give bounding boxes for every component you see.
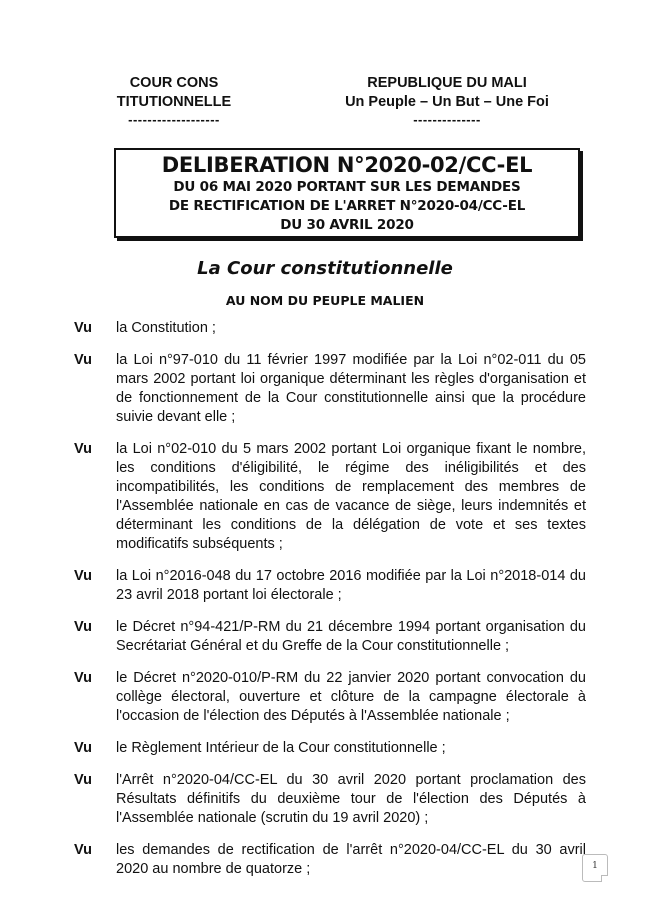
republic-motto: Un Peuple – Un But – Une Foi — [345, 94, 549, 110]
deliberation-title-box — [114, 148, 580, 238]
visa-label: Vu — [74, 740, 92, 756]
court-header-title: COUR CONS TITUTIONNELLE — [116, 75, 232, 110]
visa-label: Vu — [74, 352, 92, 368]
deliberation-subtitle-line-3: DU 30 AVRIL 2020 — [280, 217, 414, 233]
visa-item — [74, 771, 586, 828]
court-name: La Cour constitutionnelle — [197, 258, 453, 279]
visa-label: Vu — [74, 320, 92, 336]
visa-text: l'Arrêt n°2020-04/CC-EL du 30 avril 2020 portant proclamation des Résultats définitifs du deuxième tour de l'élection des Députés à l'Assemblée nationale (scrutin du 19 avril 2020) ; — [116, 772, 586, 826]
visa-label: Vu — [74, 619, 92, 635]
visa-label: Vu — [74, 842, 92, 858]
visa-text: la Constitution ; — [116, 320, 216, 336]
deliberation-number: DELIBERATION N°2020-02/CC-EL — [161, 153, 533, 177]
deliberation-subtitle-line-2: DE RECTIFICATION DE L'ARRET N°2020-04/CC-EL — [168, 198, 526, 214]
page-number: 1 — [582, 854, 608, 882]
visa-text: la Loi n°2016-048 du 17 octobre 2016 modifiée par la Loi n°2018-014 du 23 avril 2018 portant loi électorale ; — [116, 568, 586, 603]
visa-list — [74, 319, 586, 892]
visa-text: le Décret n°2020-010/P-RM du 22 janvier 2020 portant convocation du collège électoral, ouverture et clôture de la campagne électorale à l'occasion de l'élection des Députés à l'Assemblée nationale ; — [116, 670, 586, 724]
visa-text: la Loi n°97-010 du 11 février 1997 modifiée par la Loi n°02-011 du 05 mars 2002 portant loi organique déterminant les règles d'organisation et de fonctionnement de la Cour constitutionnelle ainsi que la procédure suivie devant elle ; — [116, 352, 586, 425]
visa-item — [74, 567, 586, 605]
deliberation-subtitle-line-1: DU 06 MAI 2020 PORTANT SUR LES DEMANDES — [173, 179, 521, 195]
visa-label: Vu — [74, 772, 92, 788]
visa-item — [74, 841, 586, 879]
visa-text: le Règlement Intérieur de la Cour constitutionnelle ; — [116, 740, 446, 756]
visa-item — [74, 319, 586, 338]
visa-label: Vu — [74, 670, 92, 686]
republic-rule: -------------- — [413, 112, 481, 127]
visa-item — [74, 440, 586, 554]
visa-label: Vu — [74, 441, 92, 457]
visa-item — [74, 351, 586, 427]
court-header — [74, 74, 274, 128]
visa-label: Vu — [74, 568, 92, 584]
visa-item — [74, 739, 586, 758]
visa-item — [74, 618, 586, 656]
court-header-rule: ------------------- — [128, 112, 220, 127]
people-line: AU NOM DU PEUPLE MALIEN — [225, 293, 425, 308]
republic-title: REPUBLIQUE DU MALI — [367, 75, 527, 91]
visa-text: la Loi n°02-010 du 5 mars 2002 portant Loi organique fixant le nombre, les conditions d'éligibilité, le régime des inéligibilités et des incompatibilités, les conditions de remplacement des membres de l'Assemblée nationale en cas de vacance de siège, leurs indemnités et déterminant les conditions de la délégation de vote et ses textes modificatifs subséquents ; — [116, 441, 586, 552]
visa-item — [74, 669, 586, 726]
visa-text: les demandes de rectification de l'arrêt n°2020-04/CC-EL du 30 avril 2020 au nombre de quatorze ; — [116, 842, 586, 877]
visa-text: le Décret n°94-421/P-RM du 21 décembre 1994 portant organisation du Secrétariat Général et du Greffe de la Cour constitutionnelle ; — [116, 619, 586, 654]
republic-header — [312, 74, 582, 128]
